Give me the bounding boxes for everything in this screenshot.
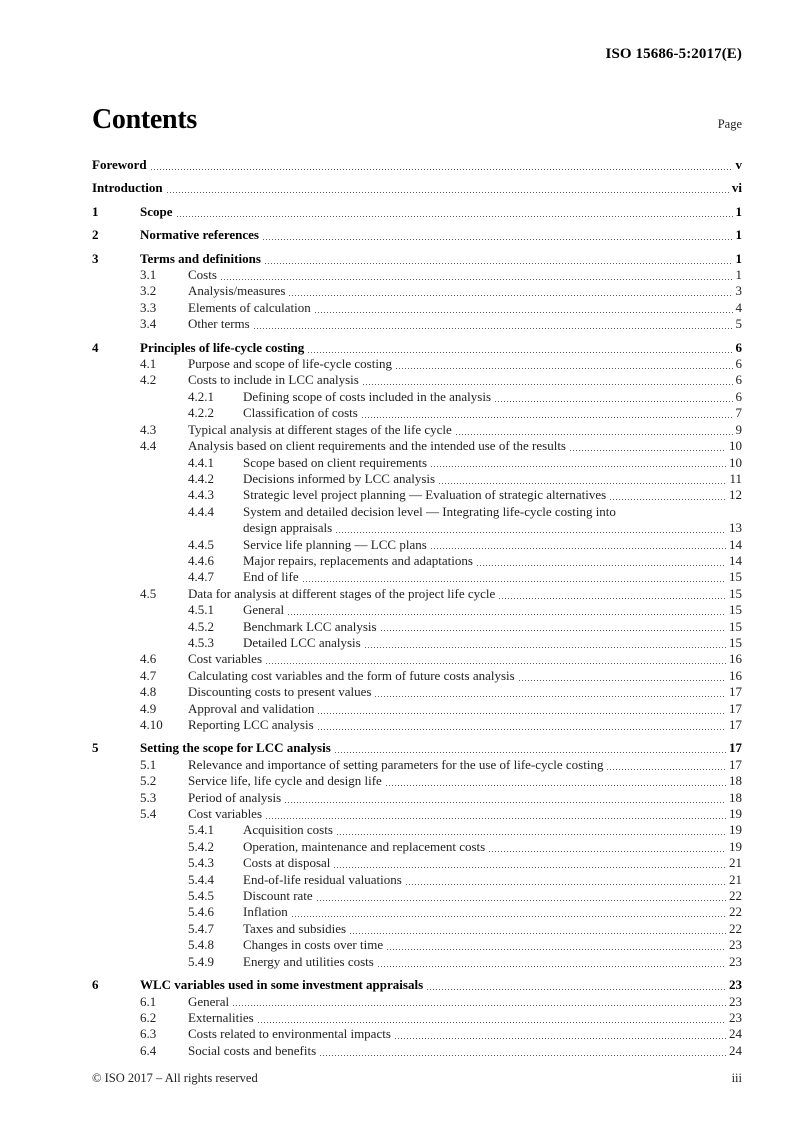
dot-leader	[320, 1055, 726, 1056]
toc-entry-number: 4.5.3	[188, 634, 214, 650]
dot-leader	[233, 1005, 726, 1006]
toc-entry-number: 5.4.3	[188, 855, 214, 871]
toc-entry-title: Costs	[188, 267, 217, 283]
toc-entry-title: Costs related to environmental impacts	[188, 1026, 391, 1042]
toc-entry-page: 23	[729, 977, 742, 993]
toc-entry-number: 5.4.9	[188, 953, 214, 969]
dot-leader	[477, 565, 726, 566]
dot-leader	[337, 834, 726, 835]
toc-entry	[92, 839, 742, 855]
toc-entry	[92, 438, 742, 454]
toc-entry	[92, 405, 742, 421]
dot-leader	[570, 450, 726, 451]
toc-entry-number: 5.4	[140, 806, 157, 822]
toc-entry-page: 19	[729, 838, 742, 854]
toc-entry	[92, 1010, 742, 1026]
toc-entry-number: 4.4.5	[188, 536, 214, 552]
toc-entry	[92, 180, 742, 196]
toc-entry	[92, 619, 742, 635]
toc-entry-number: 5.4.7	[188, 920, 214, 936]
toc-entry	[92, 668, 742, 684]
toc-entry	[92, 251, 742, 267]
toc-entry	[92, 471, 742, 487]
toc-entry	[92, 757, 742, 773]
dot-leader	[263, 239, 733, 240]
toc-entry-page: 21	[729, 855, 742, 871]
toc-entry-page: 15	[729, 585, 742, 601]
toc-entry-number: 5.4.6	[188, 904, 214, 920]
dot-leader	[395, 1038, 726, 1039]
document-reference: ISO 15686-5:2017(E)	[605, 46, 742, 62]
toc-entry-page: v	[735, 157, 742, 172]
toc-entry-number: 3.2	[140, 283, 157, 299]
dot-leader	[431, 466, 726, 467]
toc-entry-title: Costs to include in LCC analysis	[188, 372, 359, 388]
toc-entry-number: 4.2.1	[188, 388, 214, 404]
dot-leader	[334, 867, 726, 868]
toc-entry-page: 16	[729, 651, 742, 667]
toc-entry	[92, 602, 742, 618]
toc-entry-title: Purpose and scope of life-cycle costing	[188, 356, 392, 372]
toc-entry-title: Terms and definitions	[140, 250, 261, 266]
dot-leader	[318, 713, 726, 714]
toc-entry-title: Setting the scope for LCC analysis	[140, 740, 331, 756]
toc-entry-page: 14	[729, 552, 742, 568]
toc-entry-text-column	[243, 504, 742, 537]
page-column-label: Page	[717, 117, 742, 131]
toc-entry-number: 4.3	[140, 421, 157, 437]
toc-entry-page: 6	[735, 372, 742, 388]
toc-entry-number: 4.4	[140, 438, 157, 454]
toc-entry-page: vi	[731, 180, 742, 196]
toc-entry-page: 15	[729, 569, 742, 585]
dot-leader	[266, 663, 726, 664]
toc-entry-title: Foreword	[92, 157, 147, 172]
toc-entry-title: Typical analysis at different stages of the life cycle	[188, 421, 452, 437]
dot-leader	[335, 752, 726, 753]
toc-entry	[92, 389, 742, 405]
toc-entry	[92, 684, 742, 700]
toc-entry-page: 1	[735, 203, 742, 219]
toc-entry-page: 23	[729, 937, 742, 953]
toc-entry-page: 13	[729, 520, 742, 536]
footer	[92, 1071, 742, 1086]
dot-leader	[365, 647, 726, 648]
toc-entry-page: 23	[729, 953, 742, 969]
toc-entry	[92, 455, 742, 471]
toc-entry-page: 18	[729, 789, 742, 805]
toc-entry	[92, 977, 742, 993]
toc-entry	[92, 157, 742, 173]
toc-entry	[92, 487, 742, 503]
dot-leader	[489, 851, 726, 852]
toc-entry-title: System and detailed decision level — Integrating life-cycle costing into	[243, 503, 616, 519]
dot-leader	[258, 1022, 726, 1023]
toc-entry-number: 3.1	[140, 267, 157, 283]
toc-entry-page: 17	[729, 700, 742, 716]
toc-entry-number: 4.7	[140, 667, 157, 683]
toc-entry	[92, 937, 742, 953]
toc-entry-title-continued: design appraisals	[243, 520, 333, 536]
toc-entry-page: 12	[729, 487, 742, 503]
toc-entry	[92, 316, 742, 332]
toc-entry-page: 10	[729, 454, 742, 470]
toc-entry-title: General	[188, 993, 230, 1009]
dot-leader	[177, 216, 733, 217]
toc-entry-page: 16	[729, 667, 742, 683]
toc-entry	[92, 994, 742, 1010]
toc-entry-page: 18	[729, 773, 742, 789]
toc-entry-title: End-of-life residual valuations	[243, 871, 402, 887]
dot-leader	[610, 499, 726, 500]
toc-entry-number: 4.4.2	[188, 470, 214, 486]
toc-entry-number: 4.4.6	[188, 552, 214, 568]
toc-entry-title: Scope based on client requirements	[243, 454, 428, 470]
dot-leader	[427, 989, 726, 990]
toc-entry-number: 6	[92, 977, 99, 993]
toc-entry	[92, 740, 742, 756]
toc-entry-page: 9	[735, 421, 742, 437]
toc-entry-title: Discount rate	[243, 888, 313, 904]
toc-entry-title: Scope	[140, 203, 173, 219]
toc-entry-page: 6	[735, 339, 742, 355]
dot-leader	[303, 581, 726, 582]
dot-leader	[387, 949, 726, 950]
toc-entry-number: 5.4.1	[188, 822, 214, 838]
toc-entry	[92, 283, 742, 299]
toc-entry-title: Externalities	[188, 1009, 254, 1025]
dot-leader	[254, 328, 733, 329]
toc-entry-page: 4	[735, 299, 742, 315]
toc-entry-page: 1	[735, 227, 742, 243]
toc-entry-title: WLC variables used in some investment appraisals	[140, 977, 424, 993]
toc-entry	[92, 504, 742, 537]
toc-entry	[92, 921, 742, 937]
toc-entry-title: Social costs and benefits	[188, 1042, 317, 1058]
toc-entry-page: 17	[729, 740, 742, 756]
toc-entry	[92, 586, 742, 602]
toc-entry	[92, 701, 742, 717]
toc-entry-number: 2	[92, 227, 99, 243]
toc-entry-page: 19	[729, 822, 742, 838]
toc-entry-title: Service life planning — LCC plans	[243, 536, 427, 552]
toc-entry-number: 4.6	[140, 651, 157, 667]
toc-entry-title: Period of analysis	[188, 789, 282, 805]
toc-entry-title: Other terms	[188, 316, 250, 332]
toc-entry	[92, 822, 742, 838]
toc-entry	[92, 569, 742, 585]
dot-leader	[375, 696, 726, 697]
toc-entry-title: Major repairs, replacements and adaptations	[243, 552, 473, 568]
toc-entry	[92, 537, 742, 553]
toc-entry-title: Cost variables	[188, 651, 263, 667]
toc-entry-number: 5.1	[140, 756, 157, 772]
toc-entry-number: 4.9	[140, 700, 157, 716]
toc-entry-number: 4.4.3	[188, 487, 214, 503]
toc-entry	[92, 553, 742, 569]
toc-entry	[92, 635, 742, 651]
toc-entry-title: Analysis based on client requirements and the intended use of the results	[188, 438, 566, 454]
dot-leader	[406, 884, 726, 885]
toc-entry-number: 5.4.8	[188, 937, 214, 953]
toc-entry	[92, 340, 742, 356]
toc-entry-title: Taxes and subsidies	[243, 920, 347, 936]
toc-entry	[92, 806, 742, 822]
folio-page-number: iii	[731, 1071, 742, 1085]
toc-entry-title: Acquisition costs	[243, 822, 333, 838]
toc-entry-page: 22	[729, 920, 742, 936]
toc-entry-title: General	[243, 602, 285, 618]
dot-leader	[221, 279, 733, 280]
toc-entry-page: 24	[729, 1026, 742, 1042]
toc-entry-page: 7	[735, 405, 742, 421]
dot-leader	[336, 532, 726, 533]
toc-entry-page: 17	[729, 684, 742, 700]
toc-entry	[92, 356, 742, 372]
toc-entry-number: 4.5	[140, 585, 157, 601]
toc-entry	[92, 773, 742, 789]
dot-leader	[456, 434, 733, 435]
toc-entry-number: 6.4	[140, 1042, 157, 1058]
toc-entry	[92, 267, 742, 283]
toc-entry	[92, 872, 742, 888]
toc-entry-page: 1	[735, 250, 742, 266]
toc-entry	[92, 855, 742, 871]
toc-entry-page: 14	[729, 536, 742, 552]
dot-leader	[363, 384, 733, 385]
dot-leader	[289, 295, 732, 296]
toc-list	[92, 157, 742, 1059]
toc-entry	[92, 372, 742, 388]
toc-entry-page: 22	[729, 904, 742, 920]
toc-entry-number: 5.4.4	[188, 871, 214, 887]
dot-leader	[317, 900, 726, 901]
toc-entry-number: 5.2	[140, 773, 157, 789]
contents-title: Contents	[92, 104, 197, 135]
dot-leader	[318, 729, 726, 730]
toc-entry-page: 1	[735, 267, 742, 283]
toc-entry-number: 6.3	[140, 1026, 157, 1042]
toc-entry	[92, 300, 742, 316]
dot-leader	[362, 417, 733, 418]
toc-entry-number: 6.2	[140, 1009, 157, 1025]
toc-entry-title: Reporting LCC analysis	[188, 717, 314, 732]
dot-leader	[266, 818, 726, 819]
toc-entry-page: 6	[735, 356, 742, 372]
toc-entry-number: 4.4.4	[188, 503, 214, 519]
toc-entry	[92, 227, 742, 243]
toc-entry-title: Operation, maintenance and replacement costs	[243, 838, 486, 854]
dot-leader	[495, 401, 732, 402]
toc-entry-number: 5.4.2	[188, 838, 214, 854]
toc-entry-number: 4	[92, 339, 99, 355]
toc-entry-number: 1	[92, 203, 99, 219]
toc-entry-title: Elements of calculation	[188, 299, 311, 315]
dot-leader	[308, 352, 732, 353]
dot-leader	[167, 192, 729, 193]
toc-entry-title: Introduction	[92, 180, 163, 196]
dot-leader	[386, 785, 726, 786]
toc-entry	[92, 888, 742, 904]
toc-entry-number: 3.3	[140, 299, 157, 315]
dot-leader	[292, 916, 726, 917]
toc-entry-page: 17	[729, 717, 742, 732]
toc-entry-title: Detailed LCC analysis	[243, 634, 361, 650]
dot-leader	[265, 263, 733, 264]
toc-entry-number: 4.1	[140, 356, 157, 372]
copyright-notice: © ISO 2017 – All rights reserved	[92, 1071, 258, 1085]
toc-entry-page: 11	[729, 470, 742, 486]
toc-entry	[92, 717, 742, 733]
toc-entry-number: 3.4	[140, 316, 157, 332]
toc-entry-page: 15	[729, 618, 742, 634]
toc-entry-number: 5.3	[140, 789, 157, 805]
toc-entry	[92, 954, 742, 970]
toc-entry-page: 23	[729, 993, 742, 1009]
toc-entry-title: Decisions informed by LCC analysis	[243, 470, 436, 486]
toc-entry-title: Inflation	[243, 904, 288, 920]
toc-entry	[92, 1026, 742, 1042]
dot-leader	[607, 769, 726, 770]
toc-entry-number: 4.4.1	[188, 454, 214, 470]
toc-entry-page: 15	[729, 602, 742, 618]
toc-entry-title: Changes in costs over time	[243, 937, 384, 953]
toc-entry-page: 24	[729, 1042, 742, 1058]
toc-entry-title: Cost variables	[188, 806, 263, 822]
toc-entry-title: End of life	[243, 569, 299, 585]
toc-entry	[92, 790, 742, 806]
toc-entry-title: Discounting costs to present values	[188, 684, 372, 700]
toc-entry-number: 4.2	[140, 372, 157, 388]
dot-leader	[499, 598, 726, 599]
dot-leader	[151, 169, 733, 170]
toc-entry-title: Calculating cost variables and the form of future costs analysis	[188, 667, 515, 683]
dot-leader	[431, 548, 726, 549]
toc-entry-title: Approval and validation	[188, 700, 315, 716]
toc-entry	[92, 422, 742, 438]
toc-entry-title-continued-row	[243, 520, 742, 536]
toc-entry-number: 4.4.7	[188, 569, 214, 585]
toc-entry	[92, 1043, 742, 1059]
toc-entry-page: 6	[735, 388, 742, 404]
toc-entry-number: 6.1	[140, 993, 157, 1009]
dot-leader	[285, 802, 726, 803]
toc-entry-number: 4.8	[140, 684, 157, 700]
toc-entry-title: Benchmark LCC analysis	[243, 618, 377, 634]
toc-entry	[92, 651, 742, 667]
toc-entry-number: 5	[92, 740, 99, 756]
toc-entry-number: 5.4.5	[188, 888, 214, 904]
toc-entry-number: 4.5.1	[188, 602, 214, 618]
toc-entry-title: Strategic level project planning — Evaluation of strategic alternatives	[243, 487, 607, 503]
toc-entry-page: 10	[729, 438, 742, 454]
toc-entry-page: 17	[729, 756, 742, 772]
dot-leader	[519, 680, 726, 681]
dot-leader	[396, 368, 733, 369]
dot-leader	[315, 312, 733, 313]
dot-leader	[350, 933, 726, 934]
toc-entry-title: Classification of costs	[243, 405, 358, 421]
toc-entry-title: Principles of life-cycle costing	[140, 339, 305, 355]
toc-entry-title: Energy and utilities costs	[243, 953, 374, 969]
toc-entry-page: 23	[729, 1009, 742, 1025]
toc-entry	[92, 904, 742, 920]
toc-entry-title: Defining scope of costs included in the analysis	[243, 388, 492, 404]
toc-entry-title: Service life, life cycle and design life	[188, 773, 382, 789]
toc-entry-page: 19	[729, 806, 742, 822]
toc-entry-title: Relevance and importance of setting parameters for the use of life-cycle costing	[188, 756, 604, 772]
toc-entry-number: 4.5.2	[188, 618, 214, 634]
toc-entry-page: 22	[729, 888, 742, 904]
toc-entry-page: 21	[729, 871, 742, 887]
dot-leader	[288, 614, 726, 615]
toc-entry-number: 4.2.2	[188, 405, 214, 421]
toc-entry-page: 15	[729, 634, 742, 650]
dot-leader	[439, 483, 726, 484]
toc-entry-number: 3	[92, 250, 99, 266]
toc-entry-title: Analysis/measures	[188, 283, 286, 299]
toc-entry-page: 5	[735, 316, 742, 332]
dot-leader	[378, 966, 726, 967]
toc-entry-title: Normative references	[140, 227, 259, 243]
toc-entry-number: 4.10	[140, 717, 163, 732]
dot-leader	[381, 630, 726, 631]
toc-entry-title: Data for analysis at different stages of the project life cycle	[188, 585, 496, 601]
toc-entry-title: Costs at disposal	[243, 855, 331, 871]
contents-heading-row	[92, 104, 742, 136]
toc-entry-page: 3	[735, 283, 742, 299]
toc-entry	[92, 204, 742, 220]
